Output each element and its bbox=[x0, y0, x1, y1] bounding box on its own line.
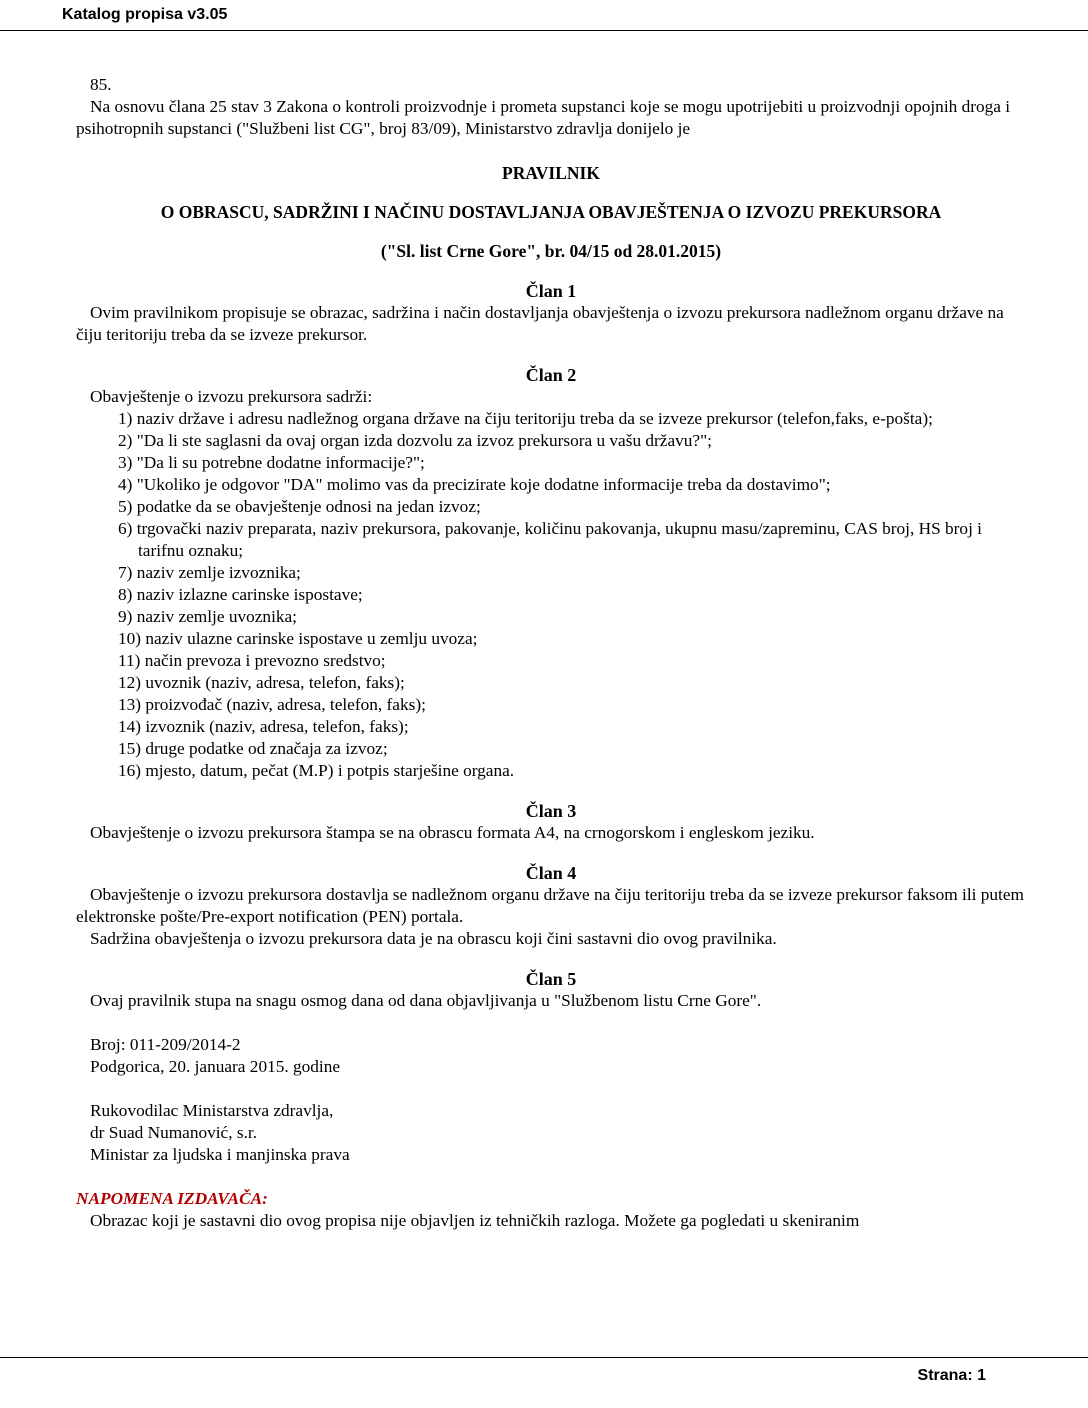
list-item: 7) naziv zemlje izvoznika; bbox=[118, 563, 301, 582]
document-place-date: Podgorica, 20. januara 2015. godine bbox=[90, 1057, 341, 1076]
spacer bbox=[76, 1012, 1026, 1034]
document-body bbox=[76, 74, 1026, 1232]
clan-2-heading: Član 2 bbox=[525, 365, 577, 385]
signatory-line: Rukovodilac Ministarstva zdravlja, bbox=[90, 1101, 334, 1120]
clan-1-text: Ovim pravilnikom propisuje se obrazac, sadržina i način dostavljanja obavještenja o izvozu prekursora nadležnom organu države na čiju teritoriju treba da se izveze prekursor. bbox=[76, 303, 1004, 344]
catalog-header: Katalog propisa v3.05 bbox=[62, 6, 228, 23]
list-item: 4) "Ukoliko je odgovor "DA" molimo vas da precizirate koje dodatne informacije treba da dostavimo"; bbox=[118, 475, 831, 494]
page-number: Strana: 1 bbox=[917, 1367, 986, 1384]
signatory-line: dr Suad Numanović, s.r. bbox=[90, 1123, 258, 1142]
footer-divider bbox=[0, 1357, 1088, 1358]
clan-3-text: Obavještenje o izvozu prekursora štampa se na obrascu formata A4, na crnogorskom i engleskom jeziku. bbox=[90, 823, 815, 842]
clan-4-heading: Član 4 bbox=[525, 863, 577, 883]
document-subtitle: O OBRASCU, SADRŽINI I NAČINU DOSTAVLJANJA OBAVJEŠTENJA O IZVOZU PREKURSORA bbox=[160, 202, 942, 222]
clan-4-text-1: Obavještenje o izvozu prekursora dostavlja se nadležnom organu države na čiju teritoriju treba da se izveze prekursor faksom ili putem elektronske pošte/Pre-export notification (PEN) portala. bbox=[76, 885, 1024, 926]
document-number: 85. bbox=[90, 75, 112, 94]
signatory-line: Ministar za ljudska i manjinska prava bbox=[90, 1145, 350, 1164]
list-item: 9) naziv zemlje uvoznika; bbox=[118, 607, 297, 626]
list-item: 3) "Da li su potrebne dodatne informacije?"; bbox=[118, 453, 425, 472]
list-item: 6) trgovački naziv preparata, naziv prekursora, pakovanje, količinu pakovanja, ukupnu masu/zapreminu, CAS broj, HS broj i tarifnu oznaku; bbox=[118, 519, 982, 560]
list-item: 8) naziv izlazne carinske ispostave; bbox=[118, 585, 363, 604]
header-divider bbox=[0, 30, 1088, 31]
spacer bbox=[76, 1166, 1026, 1188]
document-title: PRAVILNIK bbox=[502, 163, 600, 183]
document-broj: Broj: 011-209/2014-2 bbox=[90, 1035, 241, 1054]
clan-1-heading: Član 1 bbox=[525, 281, 577, 301]
publisher-note-title: NAPOMENA IZDAVAČA: bbox=[76, 1189, 268, 1208]
list-item: 14) izvoznik (naziv, adresa, telefon, faks); bbox=[118, 717, 409, 736]
clan-5-heading: Član 5 bbox=[525, 969, 577, 989]
list-item: 13) proizvođač (naziv, adresa, telefon, faks); bbox=[118, 695, 426, 714]
document-source: ("Sl. list Crne Gore", br. 04/15 od 28.01.2015) bbox=[380, 241, 722, 261]
clan-2-text: Obavještenje o izvozu prekursora sadrži: bbox=[90, 387, 373, 406]
list-item: 15) druge podatke od značaja za izvoz; bbox=[118, 739, 388, 758]
publisher-note-text: Obrazac koji je sastavni dio ovog propisa nije objavljen iz tehničkih razloga. Možete ga pogledati u skeniranim bbox=[90, 1211, 860, 1230]
clan-3-heading: Član 3 bbox=[525, 801, 577, 821]
list-item: 11) način prevoza i prevozno sredstvo; bbox=[118, 651, 386, 670]
list-item: 2) "Da li ste saglasni da ovaj organ izda dozvolu za izvoz prekursora u vašu državu?"; bbox=[118, 431, 712, 450]
list-item: 10) naziv ulazne carinske ispostave u zemlju uvoza; bbox=[118, 629, 478, 648]
spacer bbox=[76, 1078, 1026, 1100]
clan-2-list bbox=[76, 408, 1026, 782]
list-item: 5) podatke da se obavještenje odnosi na jedan izvoz; bbox=[118, 497, 481, 516]
clan-4-text-2: Sadržina obavještenja o izvozu prekursora data je na obrascu koji čini sastavni dio ovog pravilnika. bbox=[90, 929, 777, 948]
list-item: 12) uvoznik (naziv, adresa, telefon, faks); bbox=[118, 673, 405, 692]
clan-5-text: Ovaj pravilnik stupa na snagu osmog dana od dana objavljivanja u "Službenom listu Crne Gore". bbox=[90, 991, 762, 1010]
list-item: 16) mjesto, datum, pečat (M.P) i potpis starješine organa. bbox=[118, 761, 515, 780]
list-item: 1) naziv države i adresu nadležnog organa države na čiju teritoriju treba da se izveze prekursor (telefon,faks, e-pošta); bbox=[118, 409, 933, 428]
intro-paragraph: Na osnovu člana 25 stav 3 Zakona o kontroli proizvodnje i prometa supstanci koje se mogu upotrijebiti u proizvodnji opojnih droga i psihotropnih supstanci ("Službeni list CG", broj 83/09), Ministarstvo zdravlja donijelo je bbox=[76, 97, 1011, 138]
